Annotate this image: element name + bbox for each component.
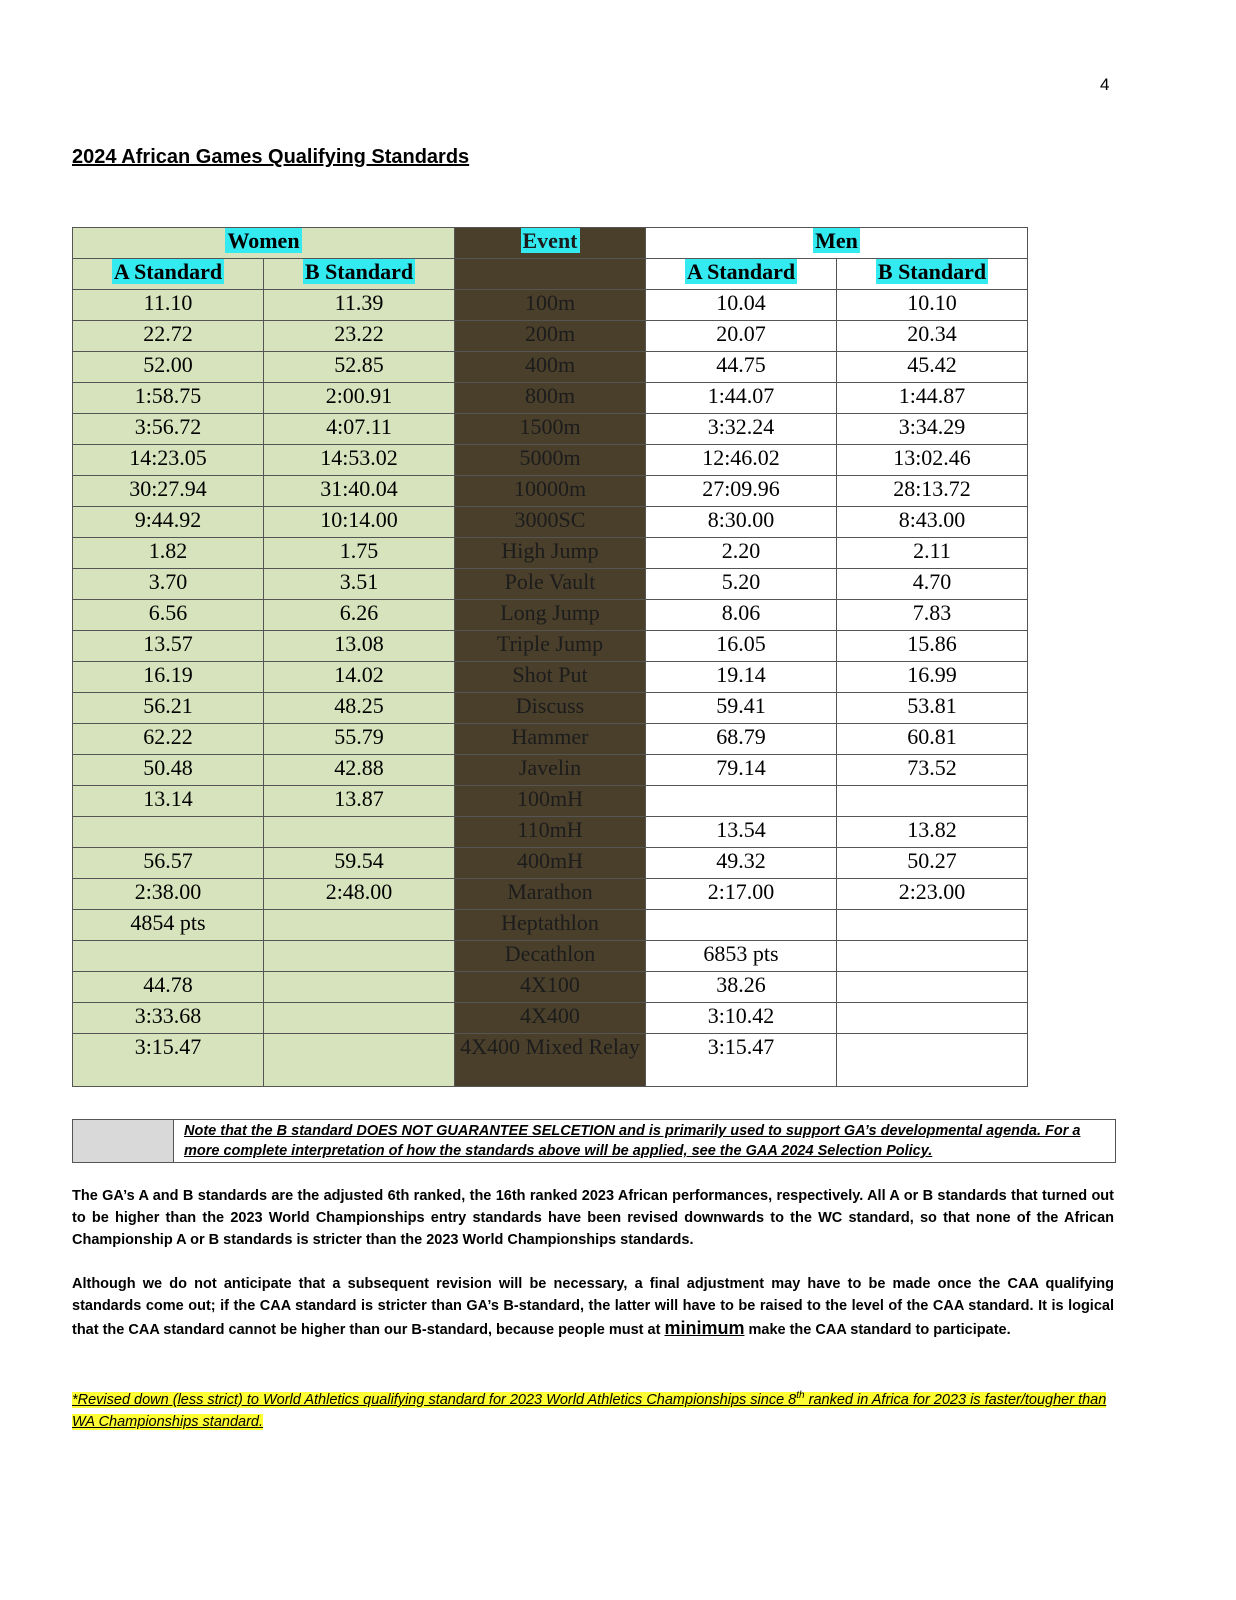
footnote-superscript: th (796, 1390, 805, 1401)
women-a-cell: 56.21 (73, 693, 264, 724)
table-body (73, 290, 1028, 1087)
women-b-label: B Standard (304, 259, 414, 284)
women-a-cell: 22.72 (73, 321, 264, 352)
men-a-cell: 2:17.00 (646, 879, 837, 910)
men-b-cell (837, 1034, 1028, 1087)
women-a-cell: 9:44.92 (73, 507, 264, 538)
men-b-cell (837, 941, 1028, 972)
men-a-cell: 12:46.02 (646, 445, 837, 476)
table-row (73, 631, 1028, 662)
men-a-cell: 16.05 (646, 631, 837, 662)
table-row (73, 879, 1028, 910)
men-b-cell (837, 972, 1028, 1003)
event-cell: Javelin (455, 755, 646, 786)
men-a-label: A Standard (686, 259, 796, 284)
table-row (73, 724, 1028, 755)
men-b-cell: 13:02.46 (837, 445, 1028, 476)
men-a-cell (646, 786, 837, 817)
women-a-cell: 3:15.47 (73, 1034, 264, 1087)
table-row (73, 972, 1028, 1003)
men-header-label: Men (815, 228, 858, 253)
women-b-cell: 13.08 (264, 631, 455, 662)
women-a-cell: 44.78 (73, 972, 264, 1003)
women-a-cell: 13.14 (73, 786, 264, 817)
women-b-cell (264, 1034, 455, 1087)
men-b-cell (837, 786, 1028, 817)
event-cell: Discuss (455, 693, 646, 724)
women-b-cell: 10:14.00 (264, 507, 455, 538)
event-cell: 1500m (455, 414, 646, 445)
event-cell: 4X400 (455, 1003, 646, 1034)
table-row (73, 941, 1028, 972)
table-row (73, 538, 1028, 569)
men-a-cell: 79.14 (646, 755, 837, 786)
women-a-cell: 30:27.94 (73, 476, 264, 507)
men-b-cell: 73.52 (837, 755, 1028, 786)
women-b-cell (264, 941, 455, 972)
table-row (73, 786, 1028, 817)
event-cell: Triple Jump (455, 631, 646, 662)
women-group-header (73, 228, 455, 259)
men-b-cell: 3:34.29 (837, 414, 1028, 445)
selection-note-box (72, 1119, 1116, 1163)
women-a-cell: 4854 pts (73, 910, 264, 941)
men-b-cell: 28:13.72 (837, 476, 1028, 507)
women-a-header (73, 259, 264, 290)
men-a-cell: 8.06 (646, 600, 837, 631)
event-cell: 110mH (455, 817, 646, 848)
caa-paragraph-text: Although we do not anticipate that a subsequent revision will be necessary, a final adjustment may have to be made once the CAA qualifying standards come out; if the CAA standard is stricter than GA’s B-standard, the latter will have to be raised to the level of the CAA standard. It is logical that the CAA standard cannot be higher than our B-standard, because people must at (72, 1276, 1114, 1338)
women-a-cell: 13.57 (73, 631, 264, 662)
women-b-cell: 2:00.91 (264, 383, 455, 414)
men-b-cell: 10.10 (837, 290, 1028, 321)
table-row (73, 1034, 1028, 1087)
event-cell: 100mH (455, 786, 646, 817)
standards-explanation-paragraph: The GA’s A and B standards are the adjusted 6th ranked, the 16th ranked 2023 African performances, respectively. All A or B standards that turned out to be higher than the 2023 World Championships entry standards have been revised downwards to the WC standard, so that none of the African Championship A or B standards is stricter than the 2023 World Championships standards. (72, 1188, 1114, 1248)
women-b-cell: 1.75 (264, 538, 455, 569)
table-row (73, 848, 1028, 879)
men-a-cell: 59.41 (646, 693, 837, 724)
men-a-cell: 13.54 (646, 817, 837, 848)
women-b-cell (264, 817, 455, 848)
women-b-cell: 4:07.11 (264, 414, 455, 445)
men-b-cell: 15.86 (837, 631, 1028, 662)
men-a-cell: 20.07 (646, 321, 837, 352)
men-b-cell: 53.81 (837, 693, 1028, 724)
men-b-cell: 20.34 (837, 321, 1028, 352)
table-header-row-standards (73, 259, 1028, 290)
men-a-header (646, 259, 837, 290)
men-b-cell (837, 910, 1028, 941)
standards-table (72, 227, 1028, 1087)
women-b-cell: 59.54 (264, 848, 455, 879)
table-row (73, 1003, 1028, 1034)
table-row (73, 817, 1028, 848)
women-b-cell: 2:48.00 (264, 879, 455, 910)
women-header-label: Women (227, 228, 300, 253)
women-a-cell (73, 817, 264, 848)
event-cell: 4X400 Mixed Relay (455, 1034, 646, 1087)
men-b-cell: 2:23.00 (837, 879, 1028, 910)
table-row (73, 383, 1028, 414)
event-cell: 5000m (455, 445, 646, 476)
women-a-cell: 1:58.75 (73, 383, 264, 414)
table-row (73, 352, 1028, 383)
event-cell: Pole Vault (455, 569, 646, 600)
men-b-cell: 45.42 (837, 352, 1028, 383)
table-row (73, 662, 1028, 693)
event-cell: High Jump (455, 538, 646, 569)
women-a-cell: 6.56 (73, 600, 264, 631)
women-a-cell: 52.00 (73, 352, 264, 383)
men-b-cell: 4.70 (837, 569, 1028, 600)
women-b-cell: 13.87 (264, 786, 455, 817)
men-a-cell: 68.79 (646, 724, 837, 755)
women-b-cell: 3.51 (264, 569, 455, 600)
event-cell: 3000SC (455, 507, 646, 538)
note-shade-cell (73, 1120, 174, 1162)
men-b-cell: 2.11 (837, 538, 1028, 569)
event-group-header (455, 228, 646, 259)
women-a-cell: 3:33.68 (73, 1003, 264, 1034)
women-b-header (264, 259, 455, 290)
table-row (73, 476, 1028, 507)
women-a-cell: 3.70 (73, 569, 264, 600)
caa-adjustment-paragraph (72, 1273, 1114, 1341)
event-cell: 800m (455, 383, 646, 414)
footnote-text-end: ranked in Africa for 2023 is faster/tougher than WA Championships standard. (72, 1391, 1107, 1430)
event-cell: 10000m (455, 476, 646, 507)
men-a-cell: 3:15.47 (646, 1034, 837, 1087)
men-b-cell: 13.82 (837, 817, 1028, 848)
event-cell: Marathon (455, 879, 646, 910)
table-row (73, 414, 1028, 445)
men-b-cell: 8:43.00 (837, 507, 1028, 538)
page-number: 4 (1100, 75, 1110, 94)
women-a-cell: 2:38.00 (73, 879, 264, 910)
men-a-cell: 8:30.00 (646, 507, 837, 538)
event-cell: Long Jump (455, 600, 646, 631)
revision-footnote (72, 1385, 1114, 1433)
table-row (73, 290, 1028, 321)
women-b-cell (264, 1003, 455, 1034)
women-a-cell: 16.19 (73, 662, 264, 693)
table-row (73, 569, 1028, 600)
footnote-text: *Revised down (less strict) to World Athletics qualifying standard for 2023 World Athletics Championships since 8 (72, 1391, 797, 1408)
women-b-cell: 48.25 (264, 693, 455, 724)
men-a-cell: 19.14 (646, 662, 837, 693)
caa-paragraph-end: make the CAA standard to participate. (748, 1322, 1011, 1338)
women-a-cell: 1.82 (73, 538, 264, 569)
men-a-cell: 27:09.96 (646, 476, 837, 507)
men-a-cell: 38.26 (646, 972, 837, 1003)
men-a-cell: 1:44.07 (646, 383, 837, 414)
table-row (73, 445, 1028, 476)
men-b-cell: 7.83 (837, 600, 1028, 631)
women-b-cell: 23.22 (264, 321, 455, 352)
men-group-header (646, 228, 1028, 259)
men-b-cell: 1:44.87 (837, 383, 1028, 414)
men-a-cell: 3:10.42 (646, 1003, 837, 1034)
men-b-header (837, 259, 1028, 290)
caa-paragraph-emphasis: minimum (664, 1318, 745, 1338)
women-b-cell: 55.79 (264, 724, 455, 755)
selection-note: Note that the B standard DOES NOT GUARANTEE SELCETION and is primarily used to support GA’s developmental agenda. For a more complete interpretation of how the standards above will be applied, see the GAA 2024 Selection Policy. (184, 1123, 1081, 1159)
table-row (73, 507, 1028, 538)
women-a-cell: 11.10 (73, 290, 264, 321)
women-b-cell (264, 910, 455, 941)
document-title: 2024 African Games Qualifying Standards (72, 146, 470, 168)
event-cell: 100m (455, 290, 646, 321)
women-a-cell: 3:56.72 (73, 414, 264, 445)
table-row (73, 321, 1028, 352)
women-a-cell: 62.22 (73, 724, 264, 755)
women-b-cell: 11.39 (264, 290, 455, 321)
men-a-cell: 49.32 (646, 848, 837, 879)
event-cell: Shot Put (455, 662, 646, 693)
men-a-cell (646, 910, 837, 941)
table-row (73, 755, 1028, 786)
table-row (73, 600, 1028, 631)
event-cell: 400m (455, 352, 646, 383)
men-b-cell (837, 1003, 1028, 1034)
men-b-cell: 60.81 (837, 724, 1028, 755)
women-b-cell (264, 972, 455, 1003)
women-a-cell (73, 941, 264, 972)
women-b-cell: 42.88 (264, 755, 455, 786)
event-blank-header (455, 259, 646, 290)
event-cell: Decathlon (455, 941, 646, 972)
men-b-cell: 50.27 (837, 848, 1028, 879)
event-cell: Heptathlon (455, 910, 646, 941)
men-a-cell: 5.20 (646, 569, 837, 600)
men-a-cell: 10.04 (646, 290, 837, 321)
men-b-label: B Standard (877, 259, 987, 284)
event-cell: Hammer (455, 724, 646, 755)
event-header-label: Event (522, 228, 578, 253)
event-cell: 200m (455, 321, 646, 352)
men-a-cell: 3:32.24 (646, 414, 837, 445)
men-a-cell: 2.20 (646, 538, 837, 569)
women-a-cell: 14:23.05 (73, 445, 264, 476)
women-a-cell: 50.48 (73, 755, 264, 786)
women-b-cell: 6.26 (264, 600, 455, 631)
women-b-cell: 14.02 (264, 662, 455, 693)
women-b-cell: 31:40.04 (264, 476, 455, 507)
men-b-cell: 16.99 (837, 662, 1028, 693)
women-b-cell: 14:53.02 (264, 445, 455, 476)
women-a-label: A Standard (113, 259, 223, 284)
women-a-cell: 56.57 (73, 848, 264, 879)
men-a-cell: 44.75 (646, 352, 837, 383)
women-b-cell: 52.85 (264, 352, 455, 383)
men-a-cell: 6853 pts (646, 941, 837, 972)
table-header-row-groups (73, 228, 1028, 259)
table-row (73, 693, 1028, 724)
event-cell: 400mH (455, 848, 646, 879)
event-cell: 4X100 (455, 972, 646, 1003)
table-row (73, 910, 1028, 941)
